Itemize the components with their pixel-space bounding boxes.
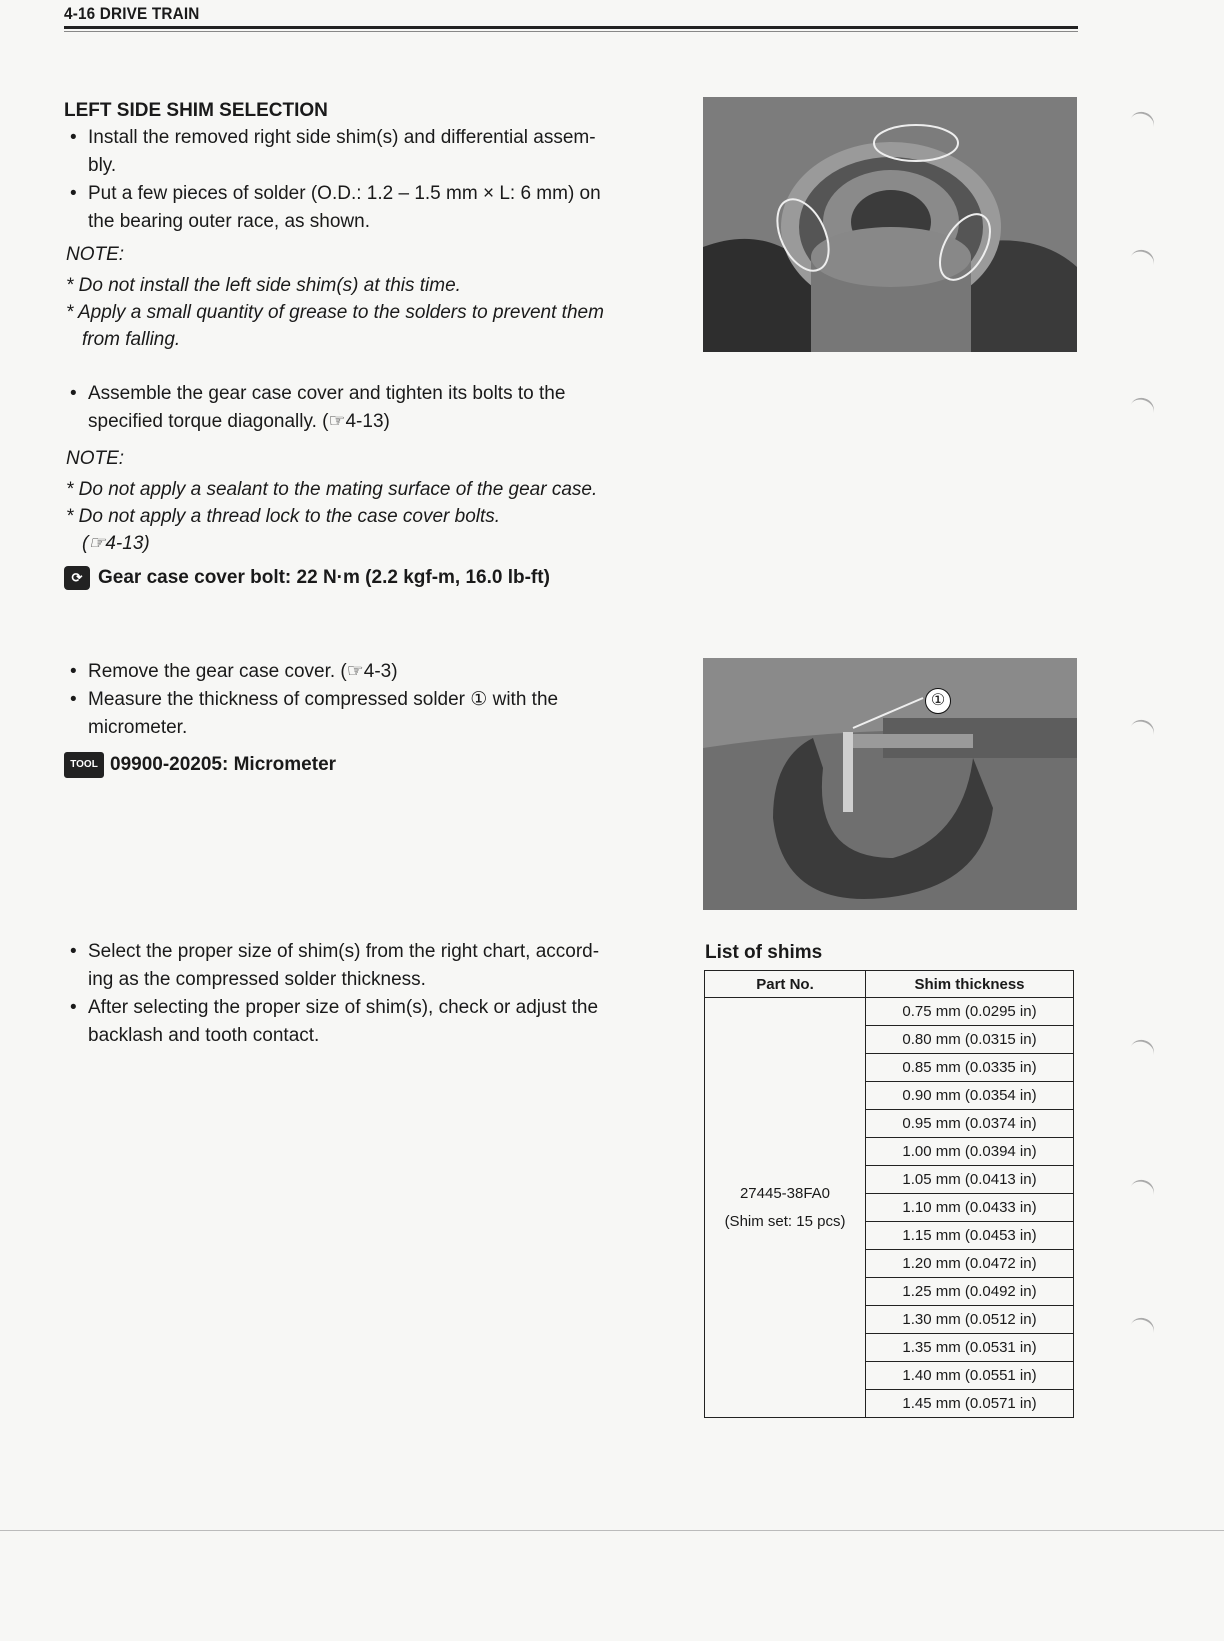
thickness-cell: 1.05 mm (0.0413 in) bbox=[866, 1166, 1074, 1194]
bearing-photo bbox=[703, 97, 1077, 352]
thickness-cell: 0.95 mm (0.0374 in) bbox=[866, 1110, 1074, 1138]
footer-rule bbox=[0, 1530, 1224, 1531]
thickness-cell: 0.80 mm (0.0315 in) bbox=[866, 1026, 1074, 1054]
callout-label: ① bbox=[925, 688, 951, 714]
shim-table bbox=[704, 970, 1074, 1418]
note-block bbox=[66, 476, 706, 557]
binder-mark bbox=[1127, 247, 1157, 276]
part-number: 27445-38FA0 bbox=[739, 1184, 831, 1202]
col-header-thickness: Shim thickness bbox=[866, 971, 1074, 998]
bullet-text: the bearing outer race, as shown. bbox=[88, 211, 371, 232]
thickness-cell: 0.75 mm (0.0295 in) bbox=[866, 998, 1074, 1026]
thickness-cell: 1.00 mm (0.0394 in) bbox=[866, 1138, 1074, 1166]
bullet-text: Remove the gear case cover. (☞4-3) bbox=[88, 661, 398, 682]
bullet-text: Install the removed right side shim(s) and differential assem- bbox=[88, 127, 596, 148]
note-block bbox=[66, 272, 686, 353]
header-rule bbox=[64, 26, 1078, 29]
bullet-dot: • bbox=[70, 689, 77, 710]
note-line: * Apply a small quantity of grease to the solders to prevent them bbox=[66, 302, 604, 323]
binder-mark bbox=[1127, 717, 1157, 746]
thickness-cell: 1.45 mm (0.0571 in) bbox=[866, 1390, 1074, 1418]
binder-mark bbox=[1127, 109, 1157, 138]
thickness-cell: 1.10 mm (0.0433 in) bbox=[866, 1194, 1074, 1222]
list-item bbox=[70, 938, 688, 994]
binder-mark bbox=[1127, 1315, 1157, 1344]
col-header-part: Part No. bbox=[705, 971, 866, 998]
list-item bbox=[70, 686, 678, 742]
note-line: * Do not apply a thread lock to the case cover bolts. bbox=[66, 506, 501, 527]
list-item bbox=[70, 124, 688, 180]
thickness-cell: 1.30 mm (0.0512 in) bbox=[866, 1306, 1074, 1334]
bullet-dot: • bbox=[70, 941, 77, 962]
bullet-dot: • bbox=[70, 127, 77, 148]
table-header-row bbox=[705, 971, 1074, 998]
bullet-text: bly. bbox=[88, 155, 117, 176]
list-item bbox=[70, 180, 688, 236]
tool-text: 09900-20205: Micrometer bbox=[110, 754, 337, 776]
micrometer-photo bbox=[703, 658, 1077, 910]
thickness-cell: 0.90 mm (0.0354 in) bbox=[866, 1082, 1074, 1110]
bullet-text: Select the proper size of shim(s) from the right chart, accord- bbox=[88, 941, 600, 962]
note-line: * Do not install the left side shim(s) at this time. bbox=[66, 275, 461, 296]
bullet-text: micrometer. bbox=[88, 717, 188, 738]
note-label: NOTE: bbox=[66, 448, 125, 469]
micrometer-illustration bbox=[703, 658, 1077, 910]
bearing-illustration bbox=[703, 97, 1077, 352]
binder-mark bbox=[1127, 395, 1157, 424]
note-line: from falling. bbox=[82, 329, 181, 350]
list-item bbox=[70, 994, 688, 1050]
bullet-text: ing as the compressed solder thickness. bbox=[88, 969, 426, 990]
thickness-cell: 1.15 mm (0.0453 in) bbox=[866, 1222, 1074, 1250]
note-label: NOTE: bbox=[66, 244, 125, 265]
header-rule-thin bbox=[64, 31, 1078, 32]
tool-spec bbox=[64, 752, 336, 778]
list-item bbox=[70, 380, 678, 436]
bullet-text: Put a few pieces of solder (O.D.: 1.2 – 1.5 mm × L: 6 mm) on bbox=[88, 183, 601, 204]
thickness-cell: 1.35 mm (0.0531 in) bbox=[866, 1334, 1074, 1362]
table-row bbox=[705, 998, 1074, 1026]
note-line: (☞4-13) bbox=[82, 533, 150, 554]
torque-wrench-icon: ⟳ bbox=[64, 566, 90, 590]
bullet-text: Measure the thickness of compressed solder ① with the bbox=[88, 689, 559, 710]
bullet-text: Assemble the gear case cover and tighten its bolts to the bbox=[88, 383, 566, 404]
thickness-cell: 1.20 mm (0.0472 in) bbox=[866, 1250, 1074, 1278]
page-header: 4-16 DRIVE TRAIN bbox=[64, 4, 200, 23]
torque-text: Gear case cover bolt: 22 N·m (2.2 kgf-m, 16.0 lb-ft) bbox=[98, 567, 550, 589]
binder-mark bbox=[1127, 1037, 1157, 1066]
bullet-text: backlash and tooth contact. bbox=[88, 1025, 320, 1046]
note-line: * Do not apply a sealant to the mating surface of the gear case. bbox=[66, 479, 598, 500]
list-item bbox=[70, 658, 688, 686]
bullet-dot: • bbox=[70, 661, 77, 682]
thickness-cell: 1.40 mm (0.0551 in) bbox=[866, 1362, 1074, 1390]
shim-table-title: List of shims bbox=[705, 942, 823, 963]
thickness-cell: 1.25 mm (0.0492 in) bbox=[866, 1278, 1074, 1306]
bullet-dot: • bbox=[70, 383, 77, 404]
bullet-text: specified torque diagonally. (☞4-13) bbox=[88, 411, 390, 432]
binder-mark bbox=[1127, 1177, 1157, 1206]
section-title: LEFT SIDE SHIM SELECTION bbox=[64, 100, 328, 121]
tool-icon: TOOL bbox=[64, 752, 104, 778]
part-note: (Shim set: 15 pcs) bbox=[724, 1212, 846, 1230]
part-number-cell bbox=[705, 998, 866, 1418]
bullet-dot: • bbox=[70, 997, 77, 1018]
bullet-dot: • bbox=[70, 183, 77, 204]
torque-spec bbox=[64, 566, 550, 590]
bullet-text: After selecting the proper size of shim(s), check or adjust the bbox=[88, 997, 599, 1018]
thickness-cell: 0.85 mm (0.0335 in) bbox=[866, 1054, 1074, 1082]
